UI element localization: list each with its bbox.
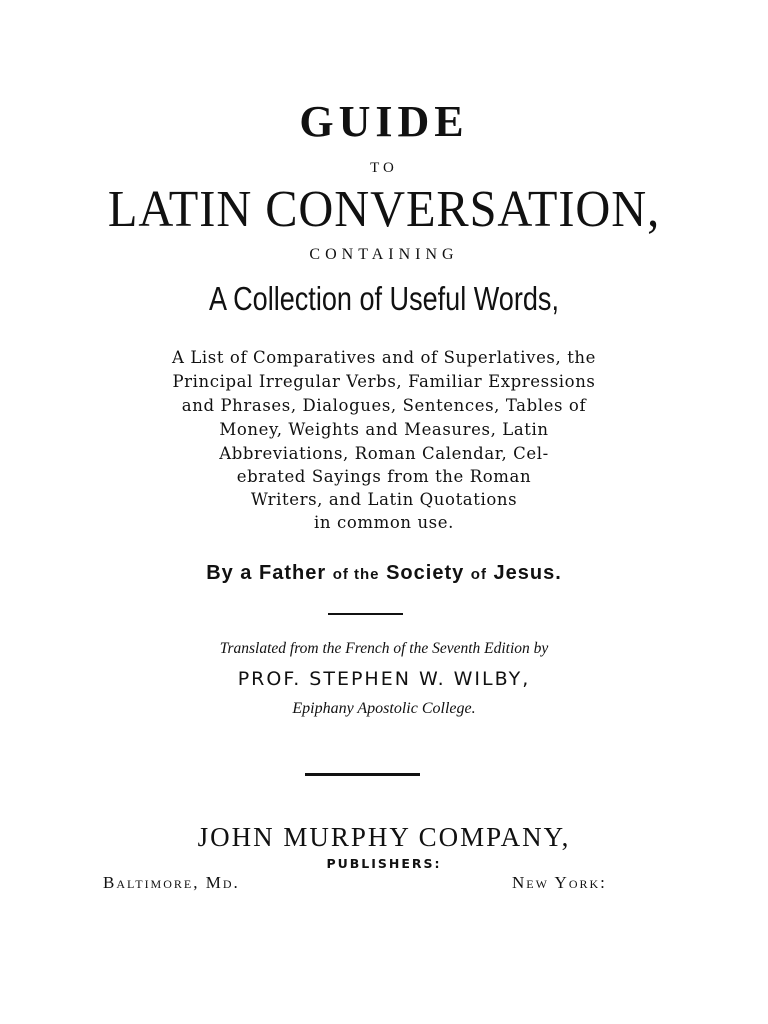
title-containing: CONTAINING [309, 246, 459, 263]
author-jesus: Jesus. [493, 562, 562, 584]
author-by: By a [206, 562, 253, 584]
description-line: Abbreviations, Roman Calendar, Cel- [219, 444, 549, 463]
title-to: TO [370, 160, 398, 176]
author-father: Father [259, 562, 327, 584]
translator-college: Epiphany Apostolic College. [292, 700, 476, 717]
description-line: in common use. [314, 513, 454, 532]
title-guide: GUIDE [299, 97, 469, 146]
publishers-label: PUBLISHERS: [326, 856, 442, 871]
translator-name: PROF. STEPHEN W. WILBY, [237, 668, 531, 690]
publisher-name: JOHN MURPHY COMPANY, [197, 822, 571, 852]
description-line: ebrated Sayings from the Roman [236, 467, 532, 486]
description-line: and Phrases, Dialogues, Sentences, Tables of [181, 396, 587, 415]
main-title: LATIN CONVERSATION, [107, 181, 661, 238]
description-line: Principal Irregular Verbs, Familiar Expressions [172, 372, 596, 391]
description-line: Writers, and Latin Quotations [250, 490, 518, 509]
divider-rule [328, 613, 403, 615]
divider-rule [305, 773, 420, 776]
author-of: of [470, 566, 487, 583]
city-baltimore: Baltimore, Md. [103, 873, 240, 892]
author-of-the: of the [332, 566, 380, 583]
author-society: Society [386, 562, 465, 584]
subtitle-collection: A Collection of Useful Words, [209, 280, 559, 317]
description-line: Money, Weights and Measures, Latin [219, 420, 549, 439]
city-new-york: New York: [512, 873, 607, 892]
translation-note: Translated from the French of the Seventh Edition by [219, 640, 549, 657]
author-line [0, 562, 768, 585]
description-line: A List of Comparatives and of Superlatives, the [171, 348, 597, 367]
